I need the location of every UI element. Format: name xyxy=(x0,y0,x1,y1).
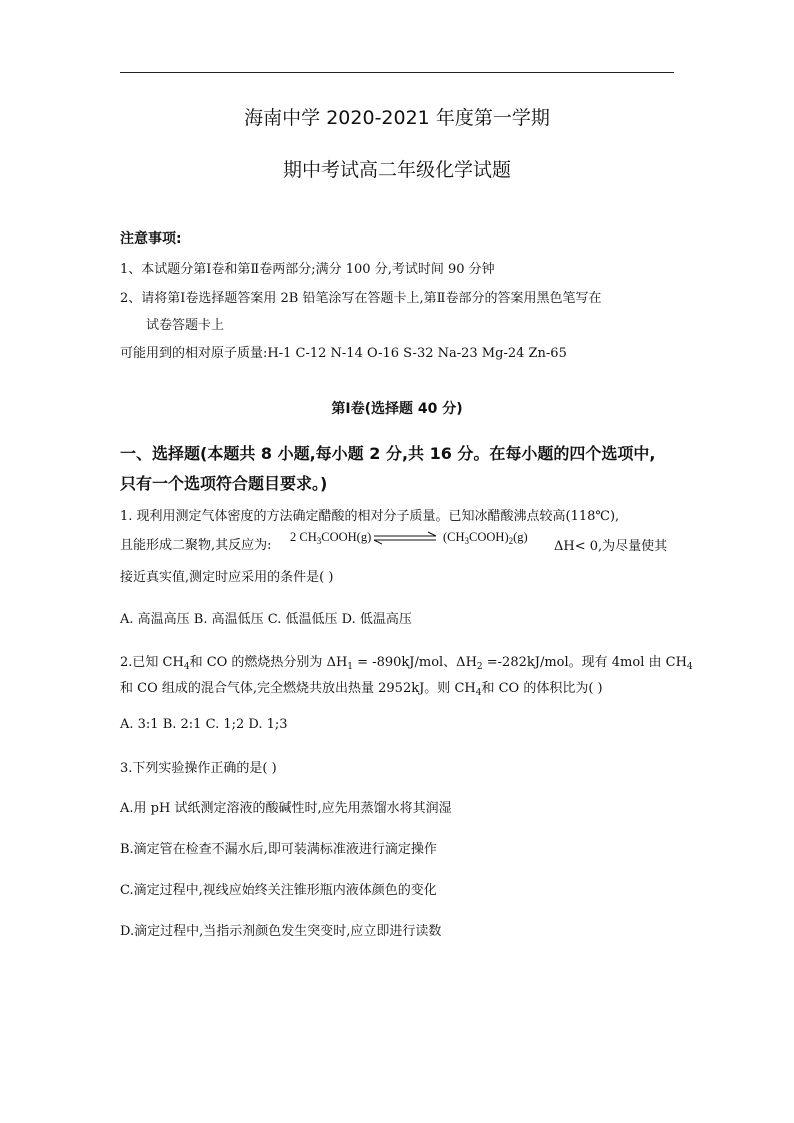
q3-option-d: D.滴定过程中,当指示剂颜色发生突变时,应立即进行读数 xyxy=(120,924,442,939)
q3-option-b: B.滴定管在检查不漏水后,即可装满标准液进行滴定操作 xyxy=(120,842,437,857)
section-header-line1: 一、选择题(本题共 8 小题,每小题 2 分,共 16 分。在每小题的四个选项中, xyxy=(120,444,656,463)
section-header-line2: 只有一个选项符合题目要求。) xyxy=(120,474,328,493)
exam-title-line1: 海南中学 2020-2021 年度第一学期 xyxy=(244,107,550,129)
atomic-masses: 可能用到的相对原子质量:H-1 C-12 N-14 O-16 S-32 Na-23 Mg-24 Zn-65 xyxy=(120,346,567,361)
notes-item-1: 1、本试题分第Ⅰ卷和第Ⅱ卷两部分;满分 100 分,考试时间 90 分钟 xyxy=(120,262,495,277)
equilibrium-arrow-icon xyxy=(372,530,438,549)
q1-line2-post: ΔH< 0,为尽量使其 xyxy=(554,539,668,554)
q1-line3: 接近真实值,测定时应采用的条件是( ) xyxy=(120,570,334,585)
notes-heading: 注意事项: xyxy=(120,231,182,247)
q2-line1: 2.已知 $CH_4$和 CO 的燃烧热分别为 $\Delta H_1 = -890kJ/mol$、$\Delta H_2 =-282kJ/mol$。现有 4mol 由 $CH_4$ xyxy=(120,655,693,672)
exam-title-line2: 期中考试高二年级化学试题 xyxy=(282,159,511,181)
q2-options: A. 3:1 B. 2:1 C. 1;2 D. 1;3 xyxy=(120,717,288,732)
q1-options: A. 高温高压 B. 高温低压 C. 低温低压 D. 低温高压 xyxy=(120,612,412,627)
q1-line1: 1. 现利用测定气体密度的方法确定醋酸的相对分子质量。已知冰醋酸沸点较高(118℃), xyxy=(120,509,620,524)
q1-equation-left: 2 $CH_3COOH(g)$ xyxy=(290,530,372,546)
top-rule xyxy=(120,72,674,73)
section-title: 第Ⅰ卷(选择题 40 分) xyxy=(331,401,463,417)
q3-option-c: C.滴定过程中,视线应始终关注锥形瓶内液体颜色的变化 xyxy=(120,883,437,898)
notes-item-2-cont: 试卷答题卡上 xyxy=(146,318,225,333)
notes-item-2: 2、请将第Ⅰ卷选择题答案用 2B 铅笔涂写在答题卡上,第Ⅱ卷部分的答案用黑色笔写在 xyxy=(120,291,602,306)
q3-option-a: A.用 pH 试纸测定溶液的酸碱性时,应先用蒸馏水将其润湿 xyxy=(120,801,452,816)
q1-equation-right: $(CH_3COOH)_2(g)$ xyxy=(443,530,528,546)
q1-line2-pre: 且能形成二聚物,其反应为: xyxy=(120,538,272,553)
q2-line2: 和 CO 组成的混合气体,完全燃烧共放出热量 2952kJ。则 $CH_4$和 CO 的体积比为( ) xyxy=(120,681,603,698)
q3-stem: 3.下列实验操作正确的是( ) xyxy=(120,761,277,776)
